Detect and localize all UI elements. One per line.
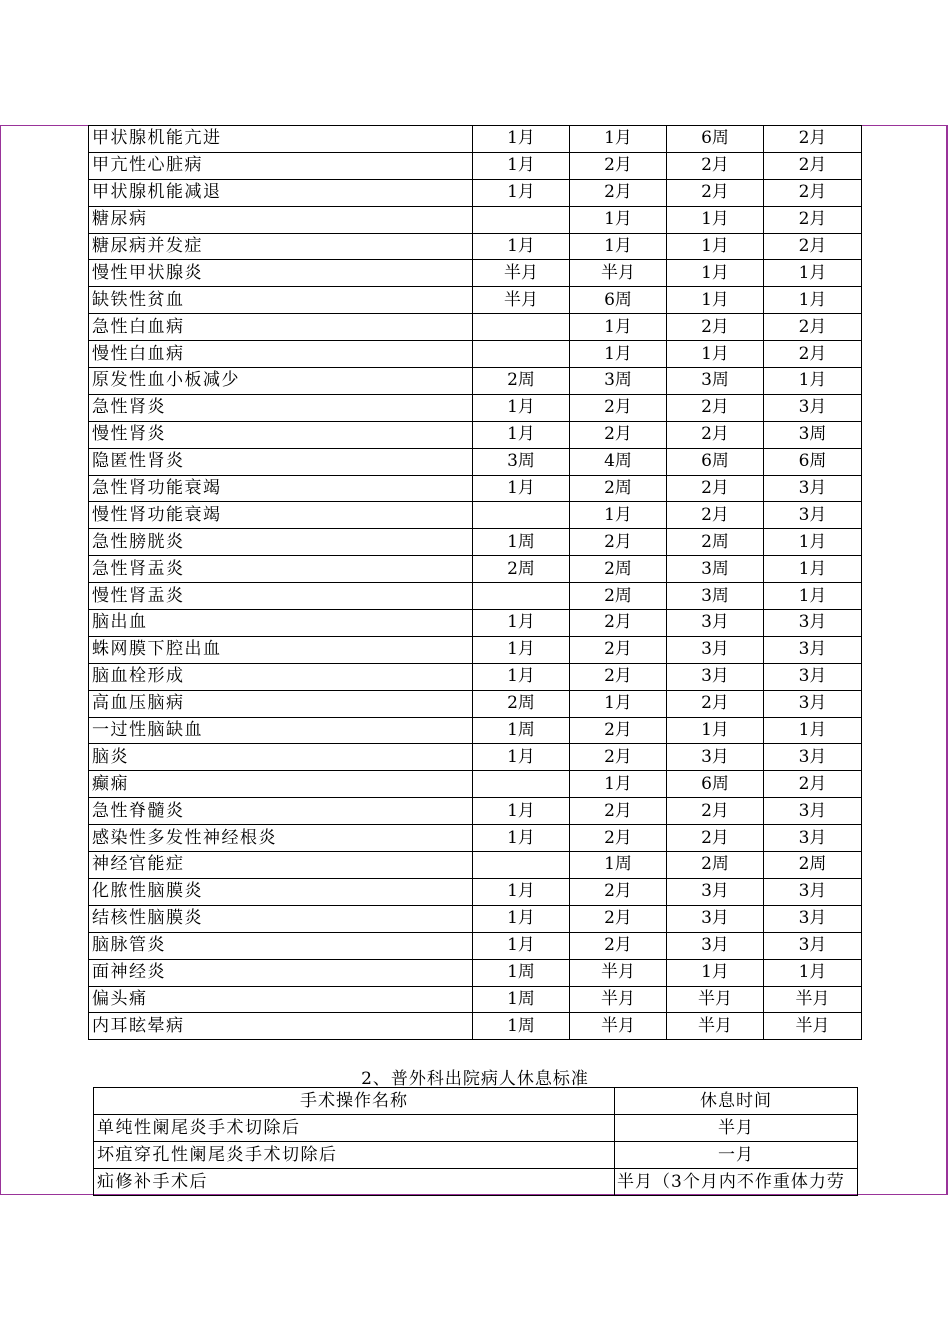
surgery-name-cell: 单纯性阑尾炎手术切除后 (94, 1115, 615, 1142)
rest-period-cell: 1月 (764, 583, 862, 610)
rest-period-cell: 2月 (667, 690, 764, 717)
table-row (89, 341, 862, 368)
header-surgery-name: 手术操作名称 (94, 1088, 615, 1115)
disease-name-cell: 脑出血 (89, 610, 473, 637)
rest-period-cell: 3月 (764, 932, 862, 959)
rest-period-cell: 半月 (570, 986, 667, 1013)
rest-period-cell: 2月 (667, 475, 764, 502)
table-row (94, 1169, 858, 1196)
rest-period-cell: 3月 (764, 663, 862, 690)
rest-time-cell: 半月 (615, 1115, 858, 1142)
rest-period-cell: 2月 (764, 314, 862, 341)
table-row (89, 744, 862, 771)
rest-period-cell: 2月 (570, 152, 667, 179)
disease-rest-table-body (89, 126, 862, 1040)
rest-period-cell: 1月 (764, 717, 862, 744)
disease-name-cell: 慢性肾炎 (89, 421, 473, 448)
rest-period-cell: 3月 (667, 878, 764, 905)
table-row (89, 556, 862, 583)
rest-period-cell: 1月 (667, 287, 764, 314)
disease-name-cell: 隐匿性肾炎 (89, 448, 473, 475)
header-rest-time: 休息时间 (615, 1088, 858, 1115)
table-row (89, 583, 862, 610)
rest-period-cell: 2月 (667, 179, 764, 206)
rest-period-cell: 1月 (764, 529, 862, 556)
rest-period-cell: 1月 (570, 502, 667, 529)
rest-period-cell: 1月 (667, 717, 764, 744)
disease-name-cell: 急性肾炎 (89, 394, 473, 421)
table-row (89, 932, 862, 959)
rest-period-cell: 2月 (570, 421, 667, 448)
table-row (89, 771, 862, 798)
rest-period-cell: 1月 (473, 878, 570, 905)
rest-period-cell: 2月 (570, 932, 667, 959)
rest-period-cell: 3月 (764, 610, 862, 637)
disease-name-cell: 面神经炎 (89, 959, 473, 986)
rest-period-cell (473, 583, 570, 610)
rest-period-cell: 2周 (764, 852, 862, 879)
rest-period-cell: 1月 (570, 206, 667, 233)
rest-period-cell: 2月 (764, 126, 862, 153)
rest-period-cell: 1月 (570, 314, 667, 341)
disease-name-cell: 内耳眩晕病 (89, 1013, 473, 1040)
rest-period-cell: 2月 (764, 341, 862, 368)
rest-period-cell (473, 852, 570, 879)
rest-period-cell (473, 771, 570, 798)
rest-period-cell: 1周 (473, 986, 570, 1013)
disease-name-cell: 一过性脑缺血 (89, 717, 473, 744)
rest-period-cell: 1月 (570, 690, 667, 717)
rest-period-cell: 3月 (667, 905, 764, 932)
table-row (89, 368, 862, 395)
rest-period-cell: 半月 (570, 1013, 667, 1040)
rest-period-cell: 3月 (764, 636, 862, 663)
rest-period-cell: 1月 (473, 421, 570, 448)
rest-period-cell: 1月 (473, 394, 570, 421)
table-row (89, 825, 862, 852)
surgery-name-cell: 坏疽穿孔性阑尾炎手术切除后 (94, 1142, 615, 1169)
surgery-rest-table-body (94, 1115, 858, 1196)
rest-period-cell: 2周 (473, 556, 570, 583)
rest-period-cell: 3月 (764, 744, 862, 771)
rest-period-cell: 1月 (473, 126, 570, 153)
disease-name-cell: 感染性多发性神经根炎 (89, 825, 473, 852)
rest-period-cell: 1周 (473, 717, 570, 744)
rest-period-cell: 3周 (570, 368, 667, 395)
rest-period-cell: 3月 (667, 663, 764, 690)
table-row (89, 986, 862, 1013)
rest-period-cell: 2月 (667, 314, 764, 341)
disease-name-cell: 糖尿病并发症 (89, 233, 473, 260)
disease-name-cell: 慢性白血病 (89, 341, 473, 368)
rest-period-cell: 6周 (570, 287, 667, 314)
rest-period-cell: 2月 (570, 798, 667, 825)
table-row (89, 663, 862, 690)
rest-period-cell (473, 341, 570, 368)
table-row (89, 314, 862, 341)
rest-period-cell: 1月 (570, 233, 667, 260)
rest-period-cell: 半月 (764, 1013, 862, 1040)
rest-period-cell: 2周 (473, 368, 570, 395)
table-row (89, 636, 862, 663)
disease-name-cell: 原发性血小板减少 (89, 368, 473, 395)
rest-period-cell: 3月 (667, 610, 764, 637)
rest-period-cell: 1周 (473, 529, 570, 556)
rest-period-cell: 1月 (764, 260, 862, 287)
rest-period-cell: 1月 (667, 959, 764, 986)
rest-period-cell: 1月 (667, 206, 764, 233)
rest-period-cell: 6周 (667, 126, 764, 153)
table-row (94, 1115, 858, 1142)
rest-period-cell: 2月 (570, 717, 667, 744)
surgery-name-cell: 疝修补手术后 (94, 1169, 615, 1196)
rest-period-cell: 1月 (473, 825, 570, 852)
rest-period-cell: 2周 (667, 852, 764, 879)
rest-period-cell: 3月 (764, 905, 862, 932)
rest-period-cell: 2月 (667, 394, 764, 421)
rest-period-cell: 2月 (667, 502, 764, 529)
rest-period-cell: 3月 (667, 636, 764, 663)
rest-period-cell: 2月 (570, 636, 667, 663)
rest-period-cell: 6周 (667, 771, 764, 798)
rest-period-cell: 1周 (473, 959, 570, 986)
rest-period-cell: 2月 (764, 152, 862, 179)
rest-period-cell: 1月 (473, 663, 570, 690)
rest-period-cell: 1月 (473, 798, 570, 825)
rest-period-cell: 3月 (764, 394, 862, 421)
disease-name-cell: 急性肾盂炎 (89, 556, 473, 583)
rest-period-cell: 2月 (570, 529, 667, 556)
rest-period-cell: 2月 (764, 179, 862, 206)
disease-name-cell: 糖尿病 (89, 206, 473, 233)
rest-period-cell: 2月 (667, 152, 764, 179)
disease-name-cell: 甲亢性心脏病 (89, 152, 473, 179)
rest-period-cell: 1月 (570, 126, 667, 153)
rest-period-cell: 2月 (570, 905, 667, 932)
rest-period-cell: 3周 (473, 448, 570, 475)
rest-period-cell: 1月 (473, 152, 570, 179)
table-row (89, 448, 862, 475)
rest-period-cell: 2周 (667, 529, 764, 556)
rest-period-cell: 2周 (570, 475, 667, 502)
rest-period-cell (473, 206, 570, 233)
disease-name-cell: 慢性甲状腺炎 (89, 260, 473, 287)
table-row (89, 610, 862, 637)
rest-period-cell: 半月 (570, 260, 667, 287)
table-row (89, 421, 862, 448)
table-row (89, 878, 862, 905)
table-row (89, 126, 862, 153)
disease-name-cell: 缺铁性贫血 (89, 287, 473, 314)
disease-name-cell: 脑脉管炎 (89, 932, 473, 959)
rest-period-cell: 1月 (473, 475, 570, 502)
rest-period-cell: 半月 (473, 287, 570, 314)
disease-name-cell: 结核性脑膜炎 (89, 905, 473, 932)
rest-period-cell: 2月 (667, 798, 764, 825)
rest-period-cell: 1周 (570, 852, 667, 879)
disease-name-cell: 慢性肾功能衰竭 (89, 502, 473, 529)
rest-period-cell: 半月 (764, 986, 862, 1013)
disease-name-cell: 蛛网膜下腔出血 (89, 636, 473, 663)
rest-period-cell: 2月 (764, 233, 862, 260)
rest-period-cell: 2月 (667, 421, 764, 448)
rest-time-cell: 半月（3个月内不作重体力劳 (615, 1169, 858, 1196)
rest-period-cell: 2月 (570, 394, 667, 421)
disease-name-cell: 甲状腺机能减退 (89, 179, 473, 206)
table-row (89, 260, 862, 287)
table-row (89, 152, 862, 179)
rest-period-cell: 1月 (473, 636, 570, 663)
table-row (89, 233, 862, 260)
rest-period-cell: 2月 (667, 825, 764, 852)
rest-time-cell: 一月 (615, 1142, 858, 1169)
rest-period-cell: 2月 (764, 206, 862, 233)
disease-name-cell: 急性膀胱炎 (89, 529, 473, 556)
table-row (89, 179, 862, 206)
rest-period-cell: 3周 (667, 556, 764, 583)
rest-period-cell: 3月 (667, 932, 764, 959)
table-row (89, 798, 862, 825)
rest-period-cell: 2月 (570, 744, 667, 771)
rest-period-cell: 1月 (764, 959, 862, 986)
rest-period-cell: 1月 (473, 905, 570, 932)
disease-name-cell: 脑血栓形成 (89, 663, 473, 690)
table-row (89, 1013, 862, 1040)
rest-period-cell: 2月 (570, 179, 667, 206)
rest-period-cell: 1月 (473, 179, 570, 206)
table-row (89, 475, 862, 502)
rest-period-cell: 1月 (473, 932, 570, 959)
table-row (89, 502, 862, 529)
rest-period-cell: 4周 (570, 448, 667, 475)
table-row (89, 394, 862, 421)
table-row (89, 690, 862, 717)
rest-period-cell: 2月 (570, 610, 667, 637)
rest-period-cell: 1月 (473, 610, 570, 637)
rest-period-cell (473, 314, 570, 341)
rest-period-cell: 1月 (667, 260, 764, 287)
rest-period-cell: 半月 (570, 959, 667, 986)
section-title: 2、普外科出院病人休息标准 (361, 1069, 589, 1089)
disease-name-cell: 急性脊髓炎 (89, 798, 473, 825)
disease-name-cell: 慢性肾盂炎 (89, 583, 473, 610)
rest-period-cell (473, 502, 570, 529)
table-header-row (94, 1088, 858, 1115)
table-row (89, 905, 862, 932)
disease-name-cell: 化脓性脑膜炎 (89, 878, 473, 905)
rest-period-cell: 3月 (764, 475, 862, 502)
surgery-rest-table (93, 1087, 858, 1196)
rest-period-cell: 半月 (473, 260, 570, 287)
rest-period-cell: 1月 (570, 341, 667, 368)
rest-period-cell: 1周 (473, 1013, 570, 1040)
rest-period-cell: 3月 (667, 744, 764, 771)
table-row (89, 287, 862, 314)
rest-period-cell: 1月 (764, 287, 862, 314)
disease-name-cell: 急性肾功能衰竭 (89, 475, 473, 502)
rest-period-cell: 3周 (764, 421, 862, 448)
table-row (89, 529, 862, 556)
rest-period-cell: 1月 (473, 233, 570, 260)
table-row (89, 206, 862, 233)
disease-name-cell: 高血压脑病 (89, 690, 473, 717)
rest-period-cell: 3周 (667, 583, 764, 610)
disease-name-cell: 神经官能症 (89, 852, 473, 879)
rest-period-cell: 3月 (764, 690, 862, 717)
rest-period-cell: 1月 (764, 368, 862, 395)
table-row (89, 959, 862, 986)
disease-name-cell: 癫痫 (89, 771, 473, 798)
rest-period-cell: 半月 (667, 1013, 764, 1040)
rest-period-cell: 半月 (667, 986, 764, 1013)
rest-period-cell: 6周 (667, 448, 764, 475)
rest-period-cell: 2月 (570, 825, 667, 852)
rest-period-cell: 2周 (570, 583, 667, 610)
rest-period-cell: 3月 (764, 878, 862, 905)
disease-name-cell: 偏头痛 (89, 986, 473, 1013)
rest-period-cell: 2周 (473, 690, 570, 717)
rest-period-cell: 2月 (570, 663, 667, 690)
rest-period-cell: 1月 (667, 233, 764, 260)
rest-period-cell: 3周 (667, 368, 764, 395)
disease-name-cell: 甲状腺机能亢进 (89, 126, 473, 153)
table-row (94, 1142, 858, 1169)
rest-period-cell: 3月 (764, 825, 862, 852)
disease-name-cell: 急性白血病 (89, 314, 473, 341)
disease-rest-table (88, 125, 862, 1040)
rest-period-cell: 1月 (667, 341, 764, 368)
rest-period-cell: 1月 (473, 744, 570, 771)
rest-period-cell: 1月 (570, 771, 667, 798)
table-row (89, 852, 862, 879)
rest-period-cell: 3月 (764, 798, 862, 825)
rest-period-cell: 2周 (570, 556, 667, 583)
rest-period-cell: 2月 (764, 771, 862, 798)
rest-period-cell: 2月 (570, 878, 667, 905)
disease-name-cell: 脑炎 (89, 744, 473, 771)
table-row (89, 717, 862, 744)
rest-period-cell: 3月 (764, 502, 862, 529)
rest-period-cell: 1月 (764, 556, 862, 583)
rest-period-cell: 6周 (764, 448, 862, 475)
